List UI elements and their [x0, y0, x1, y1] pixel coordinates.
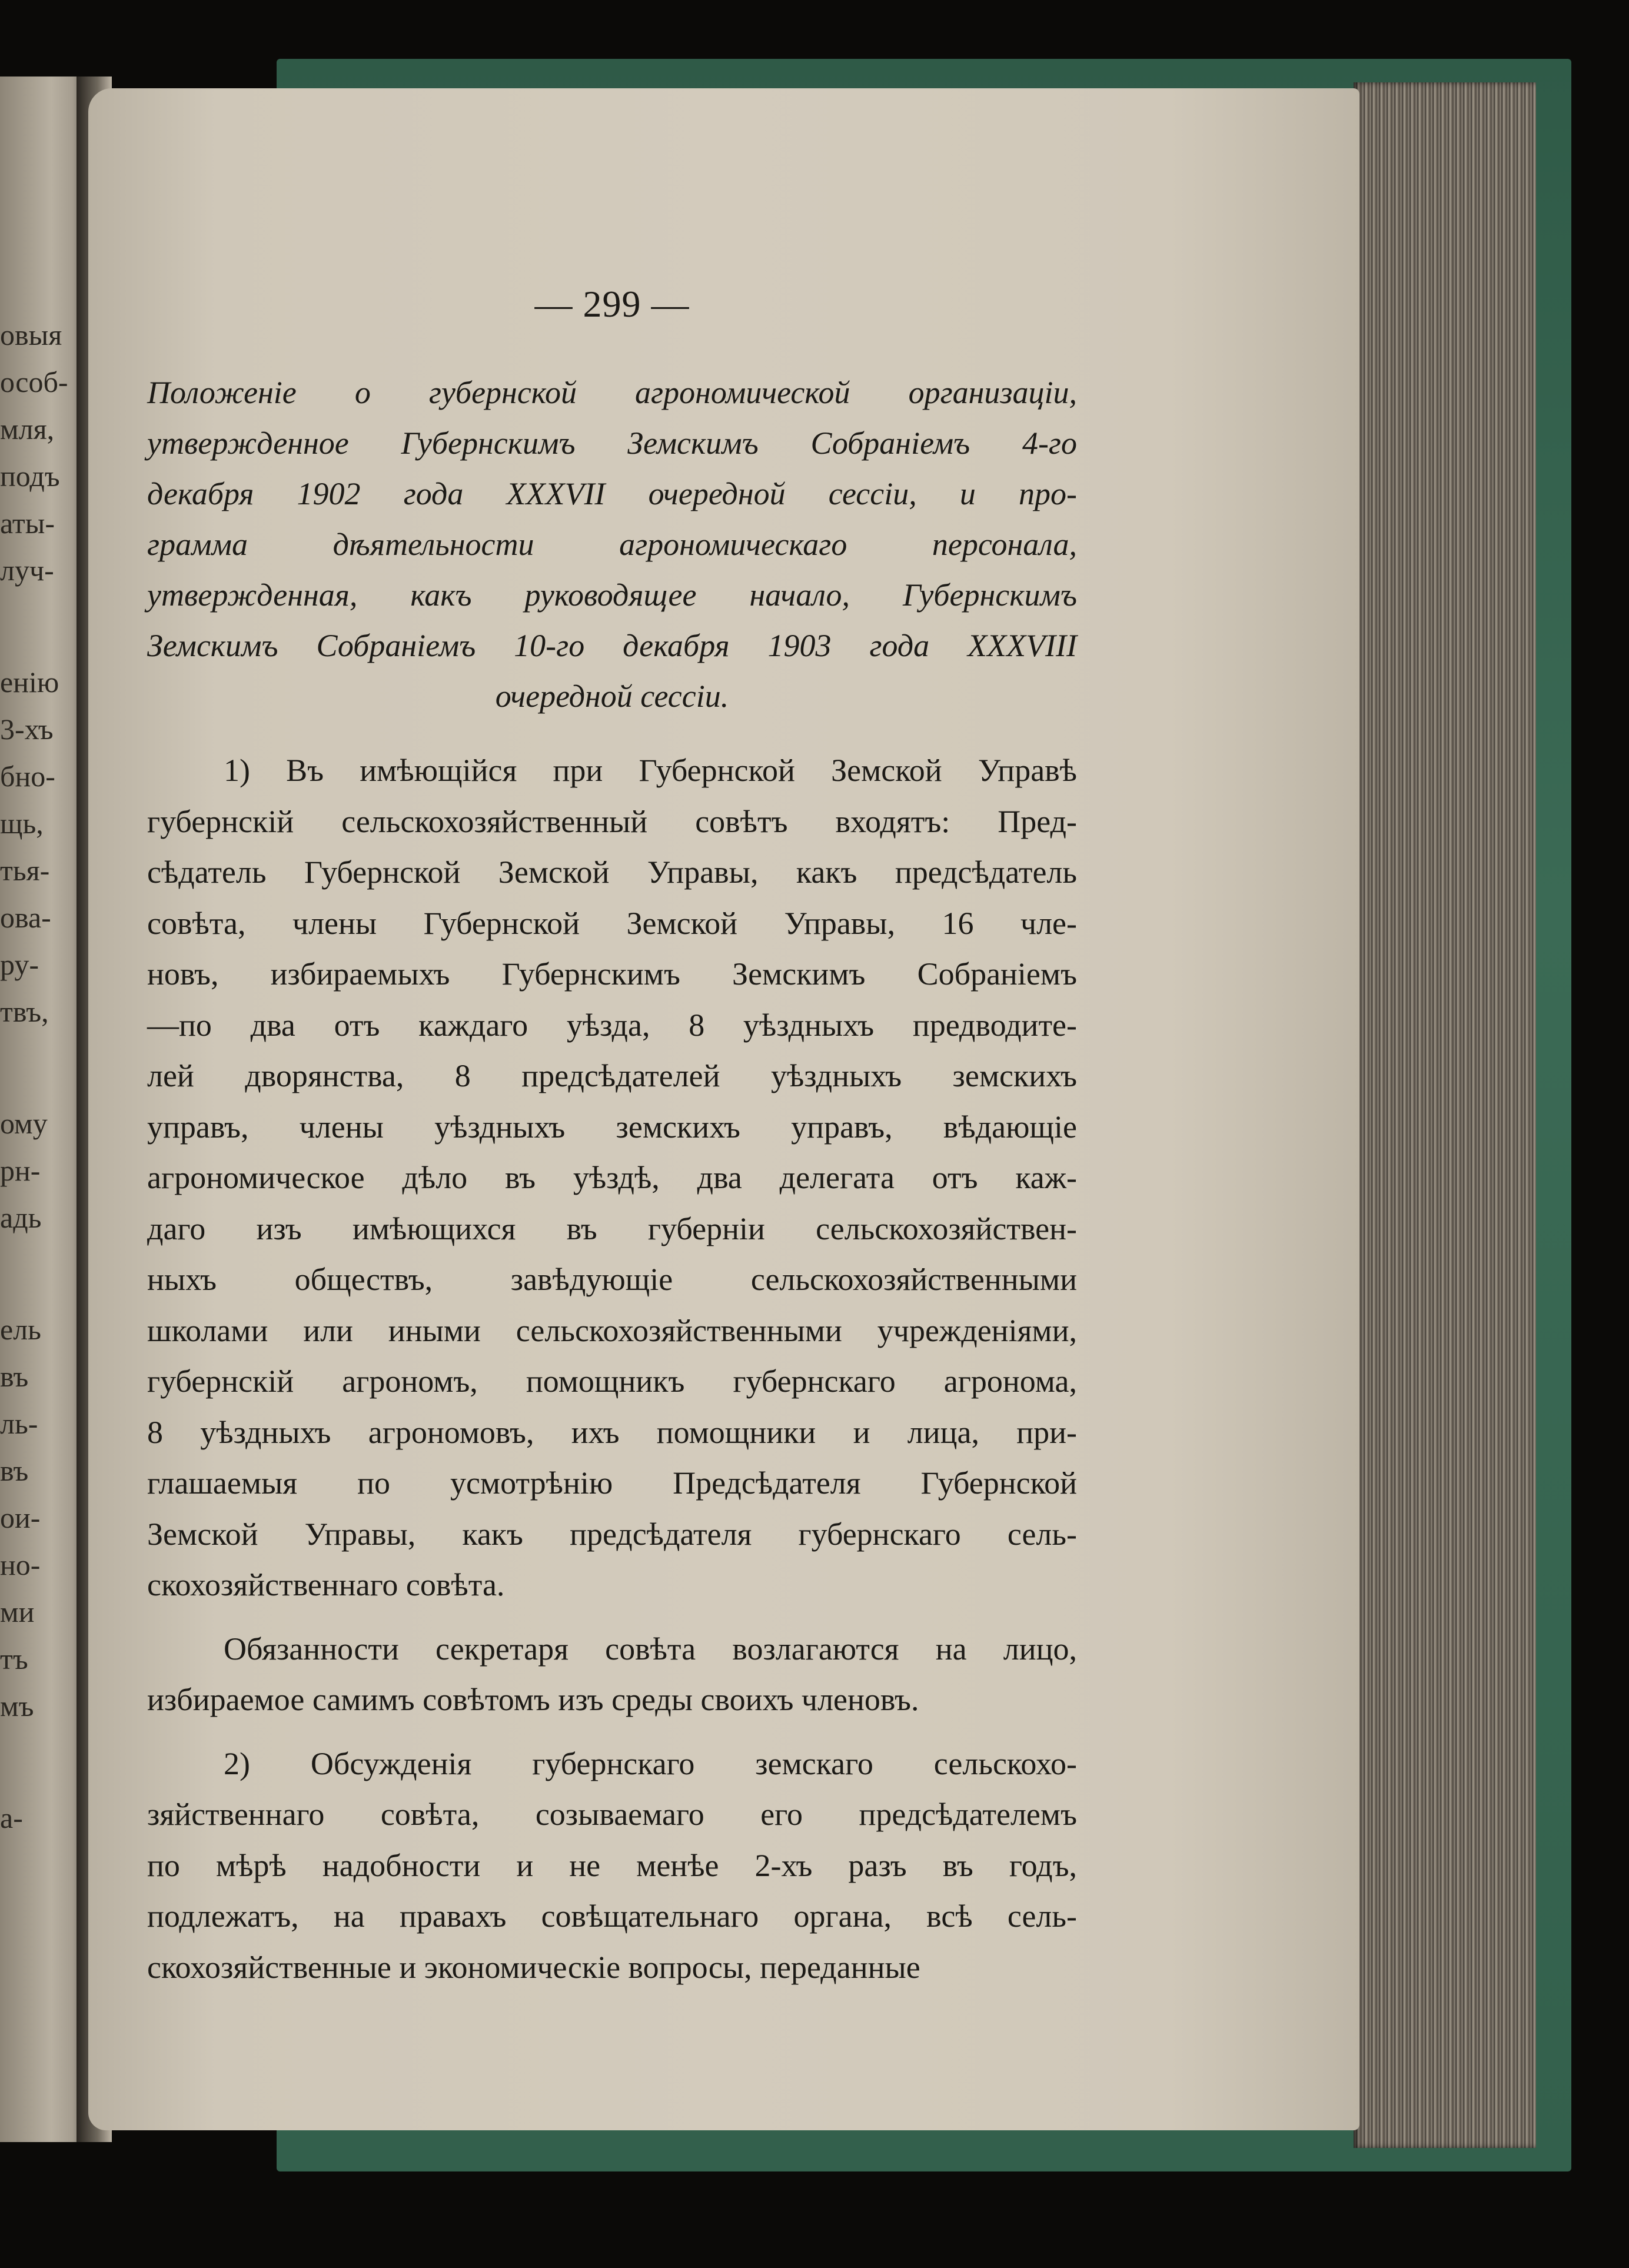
left-page-fragment: ель	[0, 1313, 41, 1346]
paragraph-1	[147, 745, 1077, 1611]
paragraph-1-line: совѣта, члены Губернской Земской Управы, 16 чле-	[147, 905, 1077, 941]
paragraph-1-line: агрономическое дѣло въ уѣздѣ, два делегата отъ каж-	[147, 1160, 1077, 1195]
left-page-fragment: бно-	[0, 760, 55, 793]
paragraph-1-line: губернскiй сельскохозяйственный совѣтъ входятъ: Пред-	[147, 803, 1077, 839]
left-page-fragment: адь	[0, 1201, 42, 1234]
left-page-fragment: аты-	[0, 507, 55, 540]
paragraph-1-line: лей дворянства, 8 предсѣдателей уѣздныхъ земскихъ	[147, 1058, 1077, 1093]
paragraph-1-line: скохозяйственнаго совѣта.	[147, 1567, 505, 1602]
left-page-fragment: ль-	[0, 1407, 38, 1440]
heading-line: утвержденная, какъ руководящее начало, Губернскимъ	[147, 577, 1077, 613]
heading-line: очередной сессiи.	[495, 679, 729, 714]
left-page-fragment: въ	[0, 1454, 29, 1487]
heading-line: декабря 1902 года XXXVII очередной сессiи, и про-	[147, 476, 1077, 511]
paragraph-1-line: ныхъ обществъ, завѣдующiе сельскохозяйственными	[147, 1262, 1077, 1297]
paragraph-3-line: скохозяйственные и экономическiе вопросы, переданные	[147, 1949, 920, 1985]
paragraph-2-line: избираемое самимъ совѣтомъ изъ среды своихъ членовъ.	[147, 1682, 919, 1717]
left-page-fragment: ому	[0, 1107, 48, 1140]
left-page-fragment: но-	[0, 1548, 41, 1581]
paragraph-1-line: губернскiй агрономъ, помощникъ губернскаго агронома,	[147, 1364, 1077, 1399]
left-page-fragment: мъ	[0, 1690, 34, 1722]
paragraph-1-line: новъ, избираемыхъ Губернскимъ Земскимъ Собранiемъ	[147, 956, 1077, 992]
page-edges	[1354, 82, 1536, 2148]
page-content	[147, 282, 1077, 1993]
paragraph-1-line: школами или иными сельскохозяйственными учрежденiями,	[147, 1312, 1077, 1348]
left-page-fragment: 3-хъ	[0, 713, 54, 746]
paragraph-2-line: Обязанности секретаря совѣта возлагаются на лицо,	[224, 1631, 1077, 1667]
left-page-fragment: ми	[0, 1595, 35, 1628]
left-page-fragment: ру-	[0, 948, 39, 981]
paragraph-1-line: —по два отъ каждаго уѣзда, 8 уѣздныхъ предводите-	[147, 1007, 1077, 1043]
left-page-fragment: рн-	[0, 1154, 41, 1187]
heading-line: Положенiе о губернской агрономической организацiи,	[147, 375, 1077, 410]
document-heading	[147, 367, 1077, 721]
paragraph-3-line: по мѣрѣ надобности и не менѣе 2-хъ разъ въ годъ,	[147, 1847, 1077, 1883]
left-page-fragment: мля,	[0, 413, 55, 445]
heading-line: грамма дѣятельности агрономическаго персонала,	[147, 527, 1077, 562]
paragraph-1-line: Земской Управы, какъ предсѣдателя губернскаго сель-	[147, 1516, 1077, 1552]
left-page-fragment: тья-	[0, 854, 50, 887]
heading-line: утвержденное Губернскимъ Земскимъ Собранiемъ 4-го	[147, 425, 1077, 461]
left-page-fragment: твъ,	[0, 995, 49, 1028]
paragraph-3	[147, 1738, 1077, 1993]
paragraph-1-line: 8 уѣздныхъ агрономовъ, ихъ помощники и лица, при-	[147, 1414, 1077, 1450]
paragraph-3-line: 2) Обсужденiя губернскаго земскаго сельскохо-	[224, 1745, 1077, 1781]
left-facing-page	[0, 77, 85, 2142]
left-page-fragment: овыя	[0, 318, 62, 351]
left-page-fragment: ова-	[0, 901, 51, 934]
paragraph-1-line: даго изъ имѣющихся въ губернiи сельскохозяйствен-	[147, 1211, 1077, 1246]
paragraph-2	[147, 1624, 1077, 1725]
left-page-fragment: подъ	[0, 460, 60, 493]
left-page-fragment: въ	[0, 1360, 29, 1393]
left-page-fragment: а-	[0, 1801, 23, 1834]
heading-line: Земскимъ Собранiемъ 10-го декабря 1903 года XXXVIII	[147, 628, 1077, 663]
page-number: — 299 —	[534, 283, 690, 325]
left-page-fragment: тъ	[0, 1642, 28, 1675]
left-page-fragment: ои-	[0, 1501, 41, 1534]
paragraph-1-line: 1) Въ имѣющiйся при Губернской Земской Управѣ	[224, 753, 1077, 788]
paragraph-1-line: управъ, члены уѣздныхъ земскихъ управъ, вѣдающiе	[147, 1109, 1077, 1145]
paragraph-3-line: подлежатъ, на правахъ совѣщательнаго органа, всѣ сель-	[147, 1898, 1077, 1934]
left-page-fragment: енiю	[0, 666, 59, 699]
paragraph-1-line: глашаемыя по усмотрѣнiю Предсѣдателя Губернской	[147, 1465, 1077, 1501]
left-page-fragment: луч-	[0, 554, 54, 587]
left-page-fragment: щь,	[0, 807, 44, 840]
paragraph-3-line: зяйственнаго совѣта, созываемаго его предсѣдателемъ	[147, 1797, 1077, 1832]
paragraph-1-line: сѣдатель Губернской Земской Управы, какъ предсѣдатель	[147, 854, 1077, 890]
left-page-fragment: особ-	[0, 365, 68, 398]
